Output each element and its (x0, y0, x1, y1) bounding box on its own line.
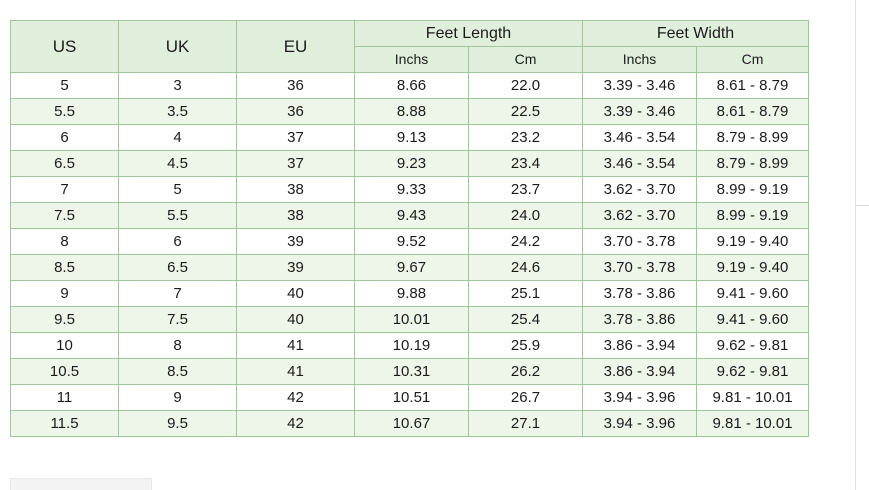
cell-width-inchs: 3.62 - 3.70 (583, 177, 697, 203)
cell-width-cm: 9.41 - 9.60 (697, 307, 809, 333)
cell-width-cm: 9.62 - 9.81 (697, 333, 809, 359)
cell-eu: 38 (237, 177, 355, 203)
cell-uk: 5 (119, 177, 237, 203)
cell-us: 11.5 (11, 411, 119, 437)
cell-eu: 39 (237, 255, 355, 281)
cell-length-cm: 23.2 (469, 125, 583, 151)
cell-length-inchs: 10.19 (355, 333, 469, 359)
cell-length-inchs: 9.23 (355, 151, 469, 177)
cell-us: 11 (11, 385, 119, 411)
cell-uk: 8.5 (119, 359, 237, 385)
table-row (11, 255, 809, 281)
cell-length-inchs: 9.13 (355, 125, 469, 151)
cell-length-inchs: 8.88 (355, 99, 469, 125)
cell-uk: 4 (119, 125, 237, 151)
cell-width-cm: 9.19 - 9.40 (697, 255, 809, 281)
cell-length-inchs: 10.31 (355, 359, 469, 385)
cell-width-cm: 8.61 - 8.79 (697, 73, 809, 99)
cell-us: 9.5 (11, 307, 119, 333)
table-row (11, 177, 809, 203)
table-row (11, 281, 809, 307)
cell-eu: 39 (237, 229, 355, 255)
cell-us: 6 (11, 125, 119, 151)
cell-length-inchs: 9.52 (355, 229, 469, 255)
cell-us: 5.5 (11, 99, 119, 125)
cell-width-inchs: 3.62 - 3.70 (583, 203, 697, 229)
table-row (11, 307, 809, 333)
table-row (11, 385, 809, 411)
cell-eu: 40 (237, 307, 355, 333)
cell-length-cm: 25.1 (469, 281, 583, 307)
size-chart-container (10, 20, 808, 437)
cell-uk: 6 (119, 229, 237, 255)
cell-eu: 40 (237, 281, 355, 307)
cell-uk: 9 (119, 385, 237, 411)
cell-length-inchs: 10.01 (355, 307, 469, 333)
scrollbar-thumb[interactable] (856, 0, 869, 206)
cell-width-inchs: 3.86 - 3.94 (583, 359, 697, 385)
cell-width-cm: 9.81 - 10.01 (697, 385, 809, 411)
cell-width-inchs: 3.70 - 3.78 (583, 255, 697, 281)
column-header-feet-width-cm: Cm (697, 47, 809, 73)
cell-length-cm: 23.4 (469, 151, 583, 177)
column-header-feet-length-cm: Cm (469, 47, 583, 73)
cell-uk: 8 (119, 333, 237, 359)
cell-eu: 41 (237, 359, 355, 385)
cell-length-inchs: 10.51 (355, 385, 469, 411)
cell-us: 6.5 (11, 151, 119, 177)
cell-us: 10.5 (11, 359, 119, 385)
cell-length-cm: 24.0 (469, 203, 583, 229)
cell-width-inchs: 3.46 - 3.54 (583, 151, 697, 177)
cell-width-inchs: 3.94 - 3.96 (583, 411, 697, 437)
table-row (11, 203, 809, 229)
table-body (11, 73, 809, 437)
cell-us: 8 (11, 229, 119, 255)
cell-length-cm: 25.4 (469, 307, 583, 333)
cell-width-inchs: 3.94 - 3.96 (583, 385, 697, 411)
cell-uk: 6.5 (119, 255, 237, 281)
cell-length-cm: 23.7 (469, 177, 583, 203)
cell-length-cm: 26.7 (469, 385, 583, 411)
cell-length-cm: 22.0 (469, 73, 583, 99)
table-row (11, 229, 809, 255)
cell-eu: 41 (237, 333, 355, 359)
cell-width-cm: 9.19 - 9.40 (697, 229, 809, 255)
cell-us: 9 (11, 281, 119, 307)
cell-uk: 5.5 (119, 203, 237, 229)
column-header-us: US (11, 21, 119, 73)
table-row (11, 411, 809, 437)
cell-width-cm: 8.61 - 8.79 (697, 99, 809, 125)
cell-length-inchs: 9.67 (355, 255, 469, 281)
table-row (11, 359, 809, 385)
cell-length-cm: 24.6 (469, 255, 583, 281)
column-header-feet-length-inchs: Inchs (355, 47, 469, 73)
cell-eu: 37 (237, 151, 355, 177)
page-bottom-edge (10, 478, 152, 490)
column-group-header-feet-width: Feet Width (583, 21, 809, 47)
cell-length-cm: 27.1 (469, 411, 583, 437)
cell-uk: 3.5 (119, 99, 237, 125)
table-row (11, 151, 809, 177)
cell-length-inchs: 9.88 (355, 281, 469, 307)
cell-width-cm: 9.41 - 9.60 (697, 281, 809, 307)
cell-width-cm: 8.99 - 9.19 (697, 203, 809, 229)
cell-length-cm: 25.9 (469, 333, 583, 359)
cell-eu: 38 (237, 203, 355, 229)
cell-width-inchs: 3.39 - 3.46 (583, 99, 697, 125)
table-row (11, 73, 809, 99)
cell-uk: 4.5 (119, 151, 237, 177)
cell-width-inchs: 3.78 - 3.86 (583, 307, 697, 333)
cell-uk: 3 (119, 73, 237, 99)
cell-uk: 7.5 (119, 307, 237, 333)
cell-length-cm: 26.2 (469, 359, 583, 385)
cell-width-cm: 9.81 - 10.01 (697, 411, 809, 437)
cell-width-cm: 8.99 - 9.19 (697, 177, 809, 203)
cell-eu: 42 (237, 385, 355, 411)
cell-uk: 9.5 (119, 411, 237, 437)
cell-us: 8.5 (11, 255, 119, 281)
shoe-size-chart-table (10, 20, 809, 437)
table-row (11, 125, 809, 151)
cell-width-cm: 8.79 - 8.99 (697, 125, 809, 151)
cell-us: 7 (11, 177, 119, 203)
cell-width-cm: 9.62 - 9.81 (697, 359, 809, 385)
column-header-feet-width-inchs: Inchs (583, 47, 697, 73)
table-header (11, 21, 809, 73)
cell-width-inchs: 3.70 - 3.78 (583, 229, 697, 255)
table-row (11, 333, 809, 359)
cell-length-cm: 22.5 (469, 99, 583, 125)
column-header-uk: UK (119, 21, 237, 73)
cell-eu: 37 (237, 125, 355, 151)
cell-width-inchs: 3.78 - 3.86 (583, 281, 697, 307)
cell-length-inchs: 8.66 (355, 73, 469, 99)
cell-eu: 42 (237, 411, 355, 437)
cell-us: 7.5 (11, 203, 119, 229)
cell-width-cm: 8.79 - 8.99 (697, 151, 809, 177)
cell-length-inchs: 9.43 (355, 203, 469, 229)
column-group-header-feet-length: Feet Length (355, 21, 583, 47)
cell-length-cm: 24.2 (469, 229, 583, 255)
cell-width-inchs: 3.46 - 3.54 (583, 125, 697, 151)
cell-uk: 7 (119, 281, 237, 307)
cell-us: 5 (11, 73, 119, 99)
header-row-groups (11, 21, 809, 47)
cell-eu: 36 (237, 73, 355, 99)
cell-length-inchs: 10.67 (355, 411, 469, 437)
cell-width-inchs: 3.39 - 3.46 (583, 73, 697, 99)
table-row (11, 99, 809, 125)
cell-us: 10 (11, 333, 119, 359)
cell-width-inchs: 3.86 - 3.94 (583, 333, 697, 359)
column-header-eu: EU (237, 21, 355, 73)
cell-eu: 36 (237, 99, 355, 125)
cell-length-inchs: 9.33 (355, 177, 469, 203)
